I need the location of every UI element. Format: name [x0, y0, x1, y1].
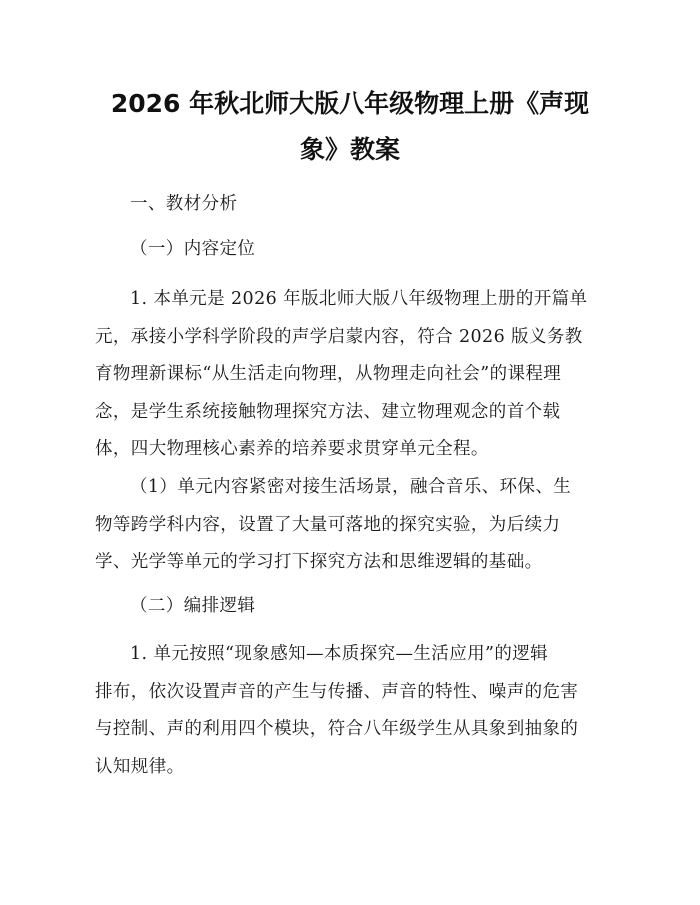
paragraph-line: 物等跨学科内容，设置了大量可落地的探究实验，为后续力	[95, 514, 561, 535]
paragraph-unit-content	[95, 469, 610, 582]
paragraph-line: 学、光学等单元的学习打下探究方法和思维逻辑的基础。	[95, 552, 543, 572]
paragraph-line: 与控制、声的利用四个模块，符合八年级学生从具象到抽象的	[95, 719, 579, 739]
document-title-line-2: 象》教案	[299, 135, 400, 164]
subsection-heading-arrangement-logic: （二）编排逻辑	[130, 596, 256, 616]
subsection-heading-content-positioning: （一）内容定位	[130, 239, 256, 259]
paragraph-unit-overview	[95, 281, 610, 469]
paragraph-line: 1. 本单元是 2026 年版北师大版八年级物理上册的开篇单	[130, 289, 588, 309]
paragraph-line: 体，四大物理核心素养的培养要求贯穿单元全程。	[95, 439, 489, 459]
paragraph-line: 元，承接小学科学阶段的声学启蒙内容，符合 2026 版义务教	[95, 326, 583, 347]
paragraph-line: （1）单元内容紧密对接生活场景，融合音乐、环保、生	[130, 477, 572, 497]
paragraph-line: 排布，依次设置声音的产生与传播、声音的特性、噪声的危害	[95, 681, 579, 702]
document-title-line-1: 2026 年秋北师大版八年级物理上册《声现	[110, 89, 590, 118]
paragraph-line: 念，是学生系统接触物理探究方法、建立物理观念的首个载	[95, 401, 561, 422]
paragraph-arrangement	[95, 636, 610, 786]
paragraph-line: 1. 单元按照“现象感知—本质探究—生活应用”的逻辑	[130, 644, 549, 664]
section-heading-textbook-analysis: 一、教材分析	[130, 194, 238, 214]
paragraph-line: 育物理新课标“从生活走向物理，从物理走向社会”的课程理	[95, 364, 562, 384]
paragraph-line: 认知规律。	[95, 756, 185, 777]
